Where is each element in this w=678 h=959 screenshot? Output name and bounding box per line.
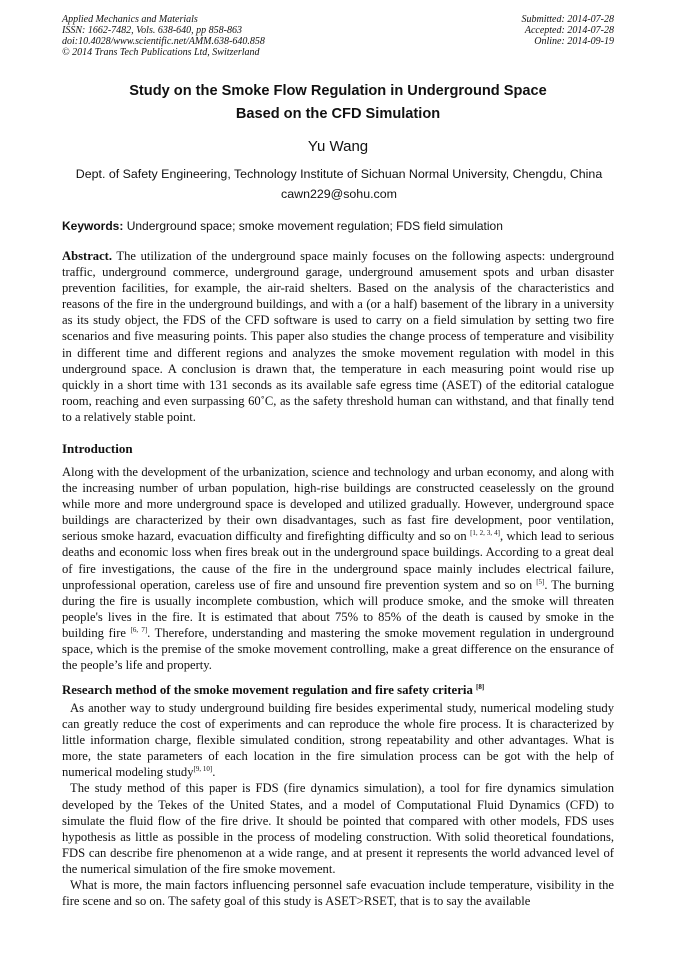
abstract-text: The utilization of the underground space mainly focuses on the following aspects: underground traffic, underground commerce, underground garage, underground amusement spots and urban disaster prevention facilities, for example, the air-raid shelters. Based on the analysis of the characteristics and reasons of the fire in the underground buildings, and with a (or a half) basement of the library in a university as its study object, the FDS of the CFD software is used to carry on a field simulation by setting two fire scenarios and five measuring points. This paper also studies the change process of temperature and visibility in different time and different regions and analyzes the smoke movement regulation with model in this underground space. A conclusion is drawn that, the temperature in each measuring point would rise up quickly in a short time with 131 seconds as its available safe egress time (ASET) of the editorial catalogue room, reaching and even surpassing 60˚C, as the safety threshold human can withstand, and that finally tend to a relatively stable point. bbox=[62, 249, 614, 424]
intro-text-1: Along with the development of the urbanization, science and technology and urban economy, and along with the increasing number of urban population, high-rise buildings are constructed ceaselessly on the ground while more and more underground space is developed and utilized gradually. However, underground space buildings are characterized by their own disadvantages, such as fast fire development, poor ventilation, serious smoke hazard, evacuation difficulty and firefighting difficulty and so on bbox=[62, 465, 614, 544]
citation-5: [5] bbox=[536, 577, 545, 586]
abstract bbox=[62, 248, 614, 425]
introduction-text bbox=[62, 464, 614, 673]
journal-issn: ISSN: 1662-7482, Vols. 638-640, pp 858-863 bbox=[62, 25, 242, 36]
affiliation: Dept. of Safety Engineering, Technology Institute of Sichuan Normal University, Chengdu, China bbox=[75, 167, 603, 181]
submission-dates bbox=[522, 14, 615, 47]
intro-text-4: . Therefore, understanding and mastering the smoke movement regulation in underground space, which is the premise of the smoke movement controlling, make a great difference on the ensurance of the people’s life and property. bbox=[62, 625, 614, 673]
author-email: cawn229@sohu.com bbox=[281, 187, 397, 201]
research-method-heading bbox=[62, 683, 484, 698]
author-name: Yu Wang bbox=[307, 138, 369, 155]
paper-title bbox=[62, 80, 614, 126]
author-block bbox=[40, 164, 638, 204]
journal-doi: doi:10.4028/www.scientific.net/AMM.638-640.858 bbox=[62, 36, 265, 47]
title-line-2: Based on the CFD Simulation bbox=[235, 106, 441, 122]
citation-8: [8] bbox=[476, 683, 485, 691]
title-line-1: Study on the Smoke Flow Regulation in Underground Space bbox=[129, 83, 547, 99]
keywords bbox=[62, 219, 622, 233]
citation-1-4: [1, 2, 3, 4] bbox=[470, 529, 500, 538]
journal-info bbox=[62, 14, 265, 58]
journal-name: Applied Mechanics and Materials bbox=[62, 14, 198, 25]
abstract-label: Abstract. bbox=[62, 249, 113, 263]
keywords-text: Underground space; smoke movement regulation; FDS field simulation bbox=[123, 219, 503, 233]
research-heading-text: Research method of the smoke movement regulation and fire safety criteria bbox=[62, 683, 477, 697]
research-p1-text: As another way to study underground building fire besides experimental study, numerical modeling study can greatly reduce the cost of experiments and can reproduce the whole fire process. It is characterized by little information charge, flexible simulated condition, strong repeatability and other advantages. What is more, the state parameters of each location in the fire simulation process can be got with the help of numerical modeling study bbox=[62, 701, 614, 780]
submitted-date: Submitted: 2014-07-28 bbox=[521, 14, 614, 25]
intro-text-2: , which lead to serious deaths and economic loss when fires break out in the underground space buildings. According to a great deal of fire investigations, the cause of the fire in the underground space mainly includes electrical failure, unprofessional operation, careless use of fire and unsound fire prevention system and so on bbox=[62, 529, 614, 592]
intro-text-3: . The burning during the fire is usually incomplete combustion, which will produce smoke, and the smoke will threaten people's lives in the fire. It is estimated that about 75% to 85% of the death is caused by smoke in the building fire bbox=[62, 577, 614, 640]
research-paragraph-3: What is more, the main factors influencing personnel safe evacuation include temperature, visibility in the fire scene and so on. The safety goal of this study is ASET>RSET, that is to say the available bbox=[62, 878, 614, 909]
accepted-date: Accepted: 2014-07-28 bbox=[524, 25, 614, 36]
online-date: Online: 2014-09-19 bbox=[534, 36, 614, 47]
research-method-text bbox=[62, 700, 614, 909]
citation-9-10: [9, 10] bbox=[193, 765, 213, 774]
introduction-heading: Introduction bbox=[62, 441, 133, 456]
journal-copyright: © 2014 Trans Tech Publications Ltd, Switzerland bbox=[62, 47, 260, 58]
research-paragraph-1 bbox=[62, 700, 614, 780]
keywords-label: Keywords: bbox=[62, 219, 124, 233]
research-paragraph-2: The study method of this paper is FDS (fire dynamics simulation), a tool for fire dynamics simulation developed by the Tekes of the United States, and a model of Computational Fluid Dynamics (CFD) to simulate the fluid flow of the fire drive. It should be pointed that compared with other models, FDS uses hypothesis as little as possible in the process of modeling construction. With solid theoretical foundations, FDS can describe fire phenomenon at a wide range, and at present it represents the world advanced level of the numerical simulation of the fire smoke movement. bbox=[62, 781, 614, 876]
research-p1-end: . bbox=[212, 765, 216, 780]
citation-6-7: [6, 7] bbox=[130, 625, 148, 634]
